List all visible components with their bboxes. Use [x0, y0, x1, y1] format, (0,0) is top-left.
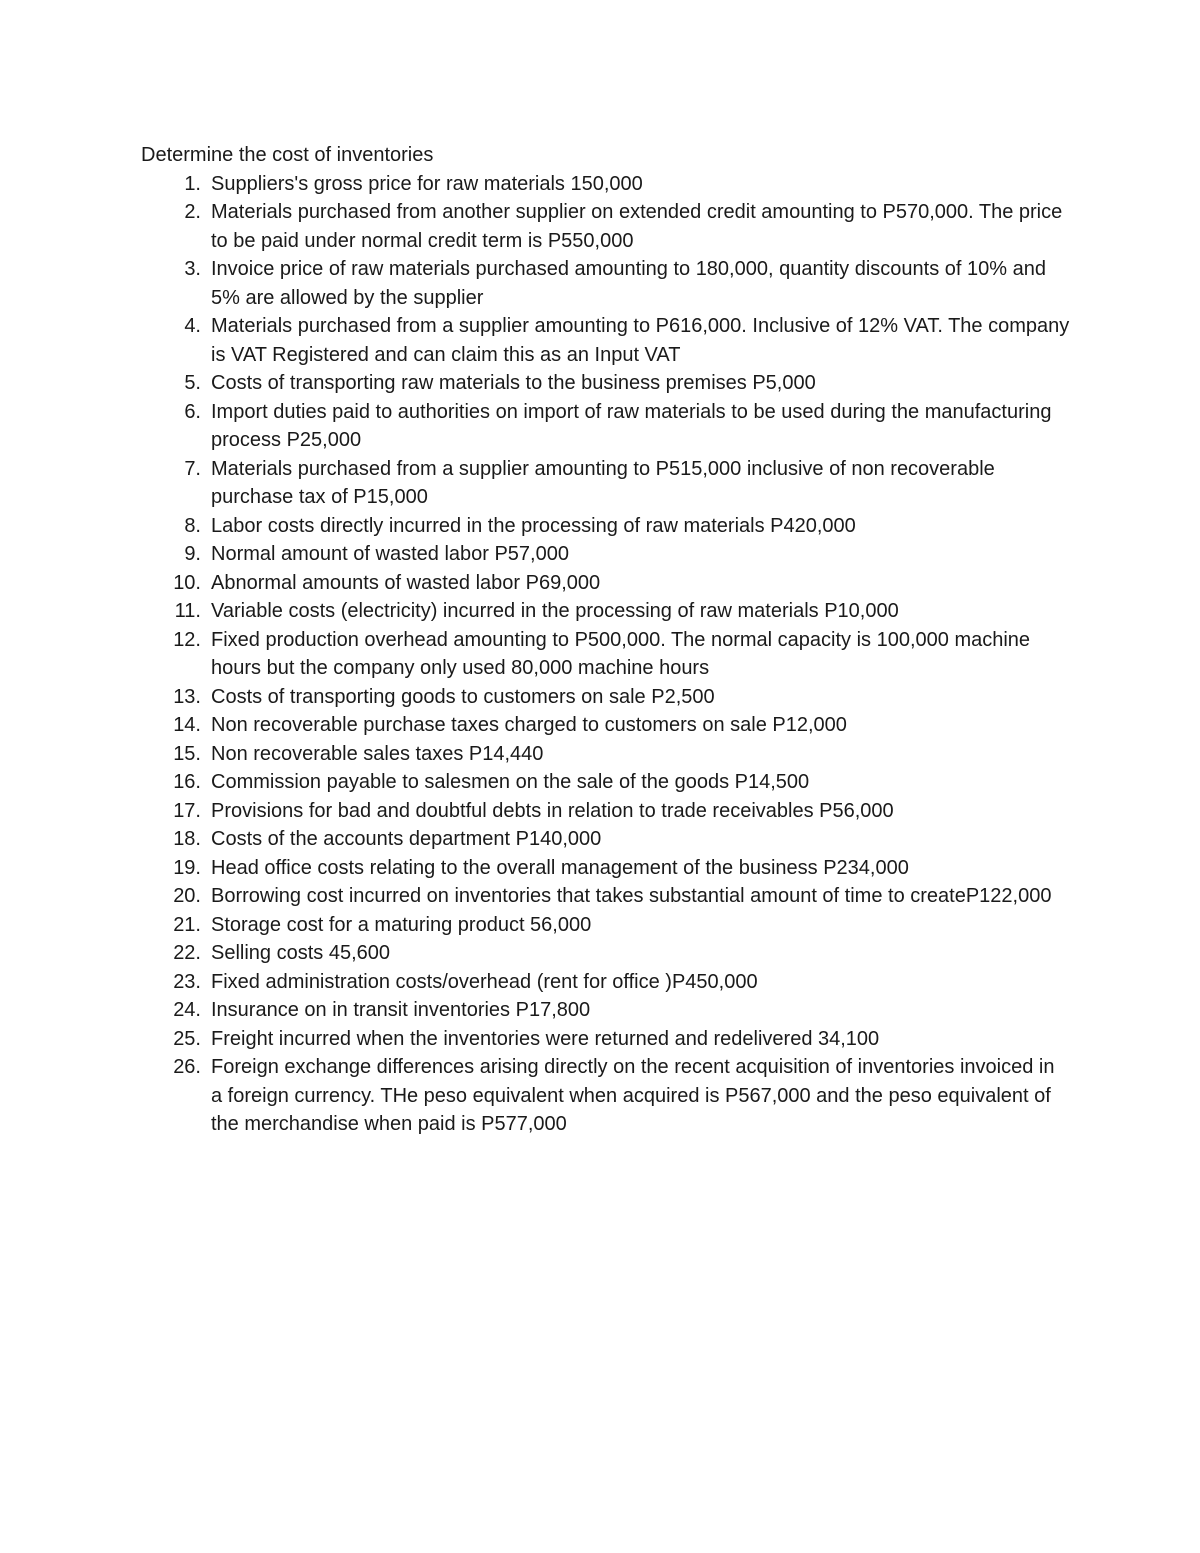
- list-item-text: Non recoverable sales taxes P14,440: [211, 742, 544, 765]
- list-item-text: Freight incurred when the inventories were returned and redelivered 34,100: [211, 1027, 880, 1050]
- list-item-number: 18.: [173, 828, 201, 850]
- list-item-number: 8.: [184, 514, 201, 537]
- list-item-number: 19.: [173, 856, 201, 879]
- list-item-number: 5.: [184, 372, 201, 394]
- list-item-number: 7.: [184, 457, 201, 480]
- list-item: [141, 369, 1071, 398]
- list-item: [141, 540, 1071, 569]
- list-item-number: 24.: [173, 999, 201, 1021]
- list-item-text: Insurance on in transit inventories P17,800: [211, 999, 591, 1021]
- list-item-text: Materials purchased from a supplier amounting to P515,000 inclusive of non recoverable purchase tax of P15,000: [211, 457, 995, 508]
- list-item: [141, 512, 1071, 541]
- list-item: [141, 768, 1071, 797]
- list-item-text: Borrowing cost incurred on inventories that takes substantial amount of time to createP122,000: [211, 885, 1052, 907]
- list-item: [141, 626, 1071, 683]
- list-item: [141, 825, 1071, 854]
- list-item-number: 12.: [173, 628, 201, 651]
- list-item: [141, 1053, 1071, 1139]
- list-item: [141, 882, 1071, 911]
- list-item-number: 26.: [173, 1056, 201, 1078]
- document-content: [141, 141, 1071, 1139]
- numbered-list: [141, 170, 1071, 1139]
- list-item-text: Import duties paid to authorities on import of raw materials to be used during the manufacturing process P25,000: [211, 400, 1052, 451]
- list-item-text: Costs of transporting raw materials to the business premises P5,000: [211, 372, 816, 394]
- list-item-number: 3.: [184, 258, 201, 280]
- list-item-text: Selling costs 45,600: [211, 942, 391, 964]
- list-item-number: 13.: [173, 685, 201, 708]
- list-item: [141, 854, 1071, 883]
- list-item-number: 1.: [184, 172, 201, 195]
- list-item-text: Storage cost for a maturing product 56,000: [211, 913, 592, 936]
- list-item-number: 9.: [184, 543, 201, 565]
- list-item-number: 11.: [174, 600, 201, 622]
- list-item-text: Materials purchased from a supplier amounting to P616,000. Inclusive of 12% VAT. The company is VAT Registered and can claim this as an Input VAT: [211, 315, 1070, 366]
- list-item-number: 22.: [173, 942, 201, 964]
- list-item: [141, 569, 1071, 598]
- list-item-number: 21.: [173, 913, 201, 936]
- list-item-number: 23.: [173, 970, 201, 993]
- list-item-text: Foreign exchange differences arising directly on the recent acquisition of inventories invoiced in a foreign currency. THe peso equivalent when acquired is P567,000 and the peso equivalent of the merchandise when paid is P577,000: [211, 1056, 1055, 1135]
- list-item-text: Commission payable to salesmen on the sale of the goods P14,500: [211, 771, 810, 793]
- list-item: [141, 711, 1071, 740]
- list-item-text: Head office costs relating to the overall management of the business P234,000: [211, 856, 909, 879]
- list-item-number: 2.: [184, 201, 201, 223]
- list-item-number: 25.: [173, 1027, 201, 1050]
- list-item-text: Normal amount of wasted labor P57,000: [211, 543, 569, 565]
- list-item-number: 6.: [184, 400, 201, 423]
- list-item: [141, 455, 1071, 512]
- list-item: [141, 255, 1071, 312]
- list-item-text: Suppliers's gross price for raw materials 150,000: [211, 172, 643, 195]
- list-item: [141, 939, 1071, 968]
- list-item-text: Labor costs directly incurred in the processing of raw materials P420,000: [211, 514, 856, 537]
- list-item: [141, 312, 1071, 369]
- list-item-text: Provisions for bad and doubtful debts in relation to trade receivables P56,000: [211, 799, 894, 822]
- list-item-number: 17.: [173, 799, 201, 822]
- list-item: [141, 911, 1071, 940]
- list-item: [141, 398, 1071, 455]
- list-item-text: Fixed administration costs/overhead (rent for office )P450,000: [211, 970, 758, 993]
- list-item: [141, 996, 1071, 1025]
- list-item-number: 4.: [184, 315, 201, 337]
- list-item-text: Fixed production overhead amounting to P500,000. The normal capacity is 100,000 machine hours but the company only used 80,000 machine hours: [211, 628, 1031, 679]
- list-item-number: 14.: [173, 714, 201, 736]
- list-item-text: Costs of transporting goods to customers on sale P2,500: [211, 685, 715, 708]
- list-item-text: Non recoverable purchase taxes charged to customers on sale P12,000: [211, 714, 847, 736]
- list-item-number: 15.: [173, 742, 201, 765]
- list-item: [141, 170, 1071, 199]
- list-item: [141, 198, 1071, 255]
- list-item-text: Invoice price of raw materials purchased amounting to 180,000, quantity discounts of 10% and 5% are allowed by the supplier: [211, 258, 1046, 309]
- list-item: [141, 797, 1071, 826]
- list-item: [141, 683, 1071, 712]
- list-item-text: Materials purchased from another supplier on extended credit amounting to P570,000. The price to be paid under normal credit term is P550,000: [211, 201, 1063, 252]
- list-item: [141, 597, 1071, 626]
- list-item-number: 20.: [173, 885, 201, 907]
- list-item-text: Variable costs (electricity) incurred in the processing of raw materials P10,000: [211, 600, 899, 622]
- list-item-number: 10.: [173, 571, 201, 594]
- list-item-text: Abnormal amounts of wasted labor P69,000: [211, 571, 601, 594]
- list-item: [141, 968, 1071, 997]
- list-item: [141, 740, 1071, 769]
- list-item: [141, 1025, 1071, 1054]
- list-item-text: Costs of the accounts department P140,000: [211, 828, 602, 850]
- document-title: Determine the cost of inventories: [141, 144, 434, 166]
- list-item-number: 16.: [173, 771, 201, 793]
